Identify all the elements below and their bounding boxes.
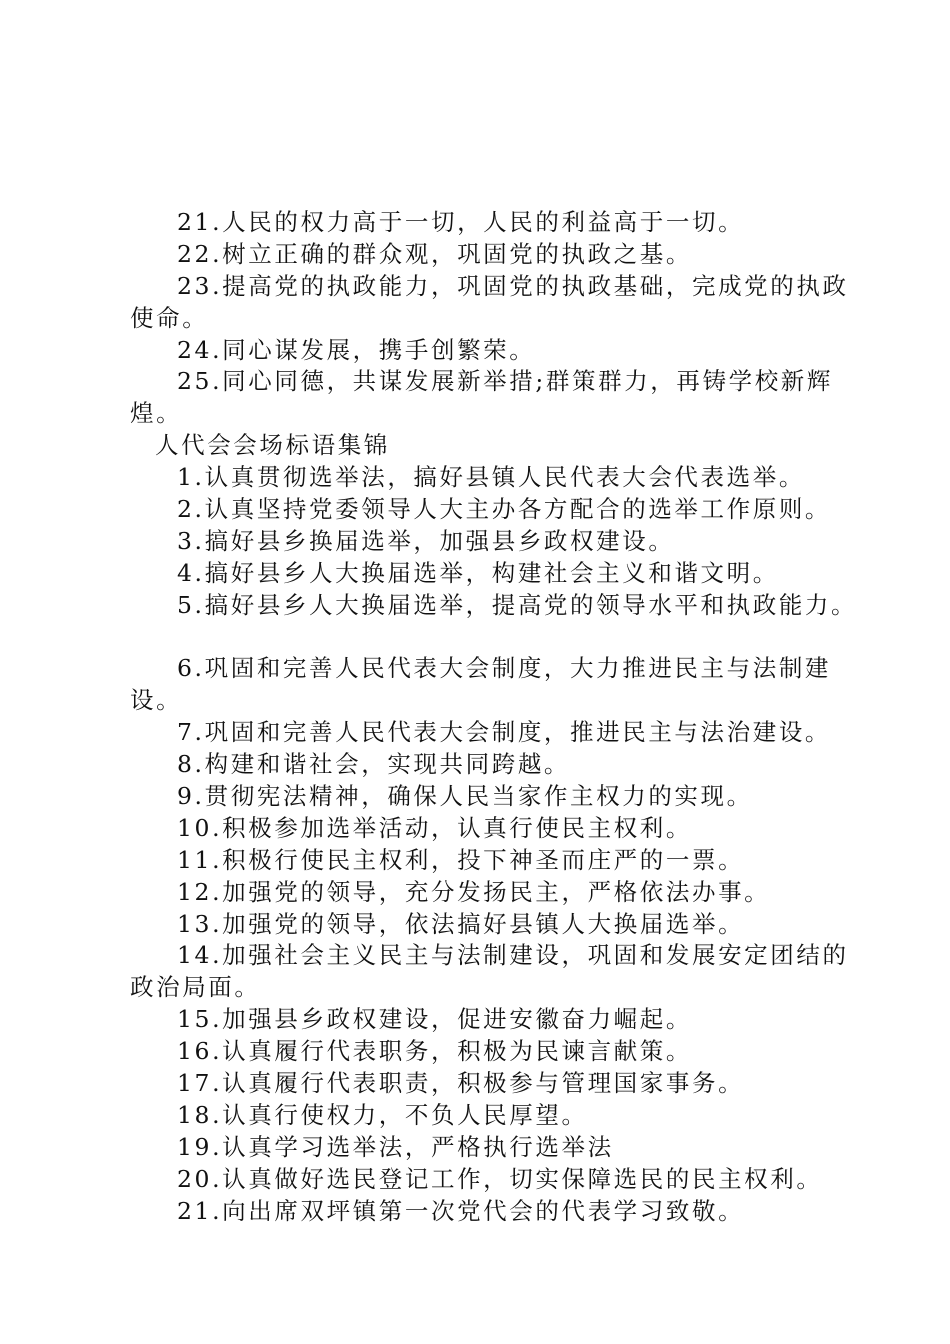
section-heading: 人代会会场标语集锦 (155, 431, 390, 460)
paragraph-line: 使命。 (130, 303, 209, 332)
paragraph-line: 25.同心同德，共谋发展新举措;群策群力，再铸学校新辉 (177, 367, 833, 396)
paragraph-line: 19.认真学习选举法，严格执行选举法 (177, 1132, 614, 1161)
paragraph-line: 24.同心谋发展，携手创繁荣。 (177, 335, 536, 364)
paragraph-line: 10.积极参加选举活动，认真行使民主权利。 (177, 813, 692, 842)
paragraph-line: 1.认真贯彻选举法，搞好县镇人民代表大会代表选举。 (177, 463, 805, 492)
paragraph-line: 14.加强社会主义民主与法制建设，巩固和发展安定团结的 (177, 941, 849, 970)
paragraph-line: 9.贯彻宪法精神，确保人民当家作主权力的实现。 (177, 782, 753, 811)
paragraph-line: 18.认真行使权力，不负人民厚望。 (177, 1100, 588, 1129)
paragraph-line: 8.构建和谐社会，实现共同跨越。 (177, 750, 571, 779)
blank-line (130, 622, 840, 654)
paragraph-line: 5.搞好县乡人大换届选举，提高党的领导水平和执政能力。 (177, 590, 858, 619)
paragraph-line: 13.加强党的领导，依法搞好县镇人大换届选举。 (177, 909, 745, 938)
paragraph-line: 4.搞好县乡人大换届选举，构建社会主义和谐文明。 (177, 558, 779, 587)
paragraph-line: 22.树立正确的群众观，巩固党的执政之基。 (177, 239, 692, 268)
document-body (130, 207, 858, 1228)
paragraph-line: 设。 (130, 686, 183, 715)
paragraph-line: 煌。 (130, 399, 183, 428)
paragraph-line: 12.加强党的领导，充分发扬民主，严格依法办事。 (177, 877, 771, 906)
paragraph-line: 11.积极行使民主权利，投下神圣而庄严的一票。 (177, 845, 745, 874)
paragraph-line: 3.搞好县乡换届选举，加强县乡政权建设。 (177, 526, 675, 555)
paragraph-line: 20.认真做好选民登记工作，切实保障选民的民主权利。 (177, 1164, 823, 1193)
paragraph-line: 21.向出席双坪镇第一次党代会的代表学习致敬。 (177, 1196, 745, 1225)
paragraph-line: 16.认真履行代表职务，积极为民谏言献策。 (177, 1037, 692, 1066)
paragraph-line: 6.巩固和完善人民代表大会制度，大力推进民主与法制建 (177, 654, 832, 683)
paragraph-line: 2.认真坚持党委领导人大主办各方配合的选举工作原则。 (177, 495, 832, 524)
paragraph-line: 17.认真履行代表职责，积极参与管理国家事务。 (177, 1069, 745, 1098)
paragraph-line: 21.人民的权力高于一切，人民的利益高于一切。 (177, 208, 745, 236)
paragraph-line: 7.巩固和完善人民代表大会制度，推进民主与法治建设。 (177, 718, 832, 747)
paragraph-line: 23.提高党的执政能力，巩固党的执政基础，完成党的执政 (177, 271, 849, 300)
paragraph-line: 15.加强县乡政权建设，促进安徽奋力崛起。 (177, 1005, 692, 1034)
paragraph-line: 政治局面。 (130, 973, 261, 1002)
